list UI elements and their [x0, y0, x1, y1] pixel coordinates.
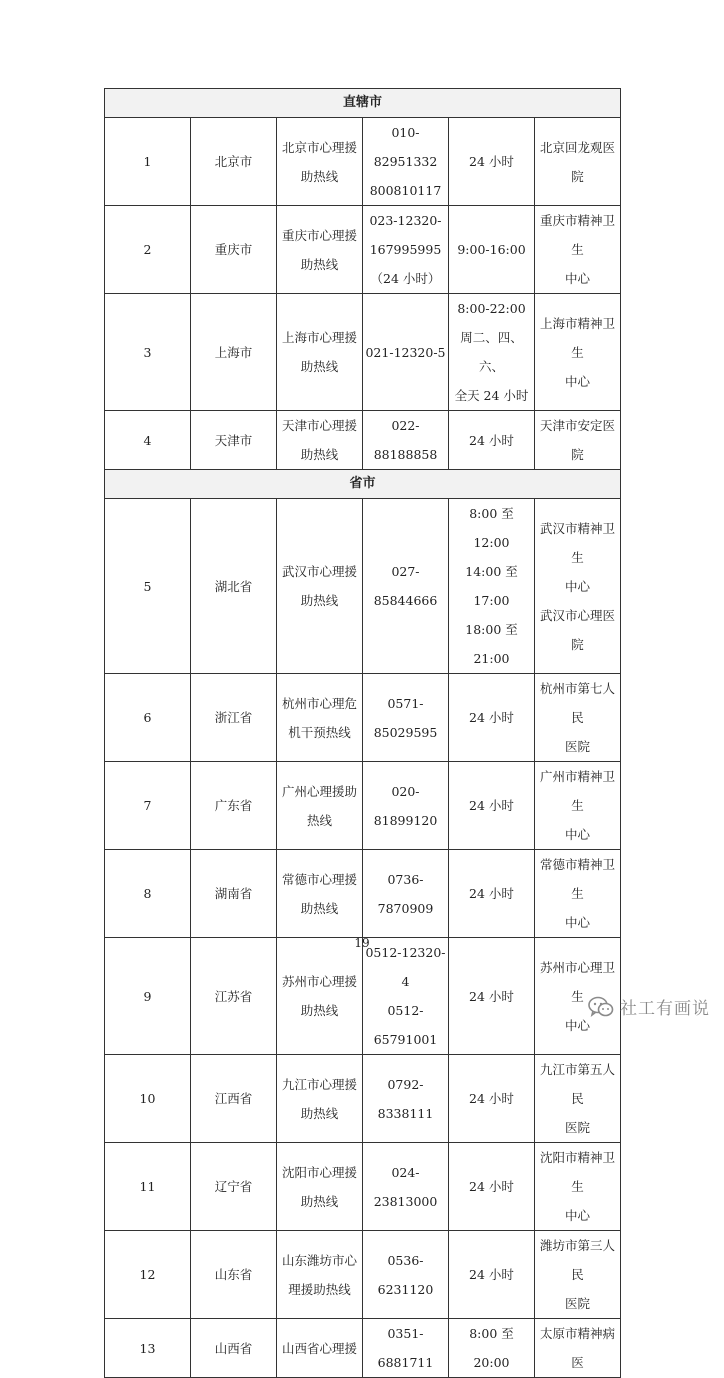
cell-line: 24 小时	[469, 710, 514, 725]
table-row	[105, 674, 621, 762]
phone-cell	[363, 938, 449, 1055]
cell-line: 9:00-16:00	[457, 242, 526, 257]
cell-line: 杭州市心理危	[281, 695, 357, 711]
cell-line: 医院	[564, 739, 590, 754]
cell-line: 助热线	[300, 359, 339, 374]
cell-line: 800810117	[369, 183, 442, 198]
hospital-cell	[535, 762, 621, 850]
hours-cell	[449, 294, 535, 411]
table-row	[105, 850, 621, 938]
cell-line: 023-12320-167995995	[369, 213, 442, 257]
phone-cell	[363, 499, 449, 674]
cell-line: 理援助热线	[288, 1281, 351, 1297]
cell-line: 24 小时	[469, 1091, 514, 1106]
cell-line: 中心	[564, 915, 590, 930]
cell-line: 九江市心理援	[281, 1076, 357, 1092]
table-row	[105, 1231, 621, 1319]
cell-line: 热线	[306, 812, 332, 828]
cell-line: 24 小时	[469, 798, 514, 813]
region-cell: 重庆市	[191, 206, 277, 294]
cell-line: 助热线	[300, 900, 339, 916]
cell-line: 全天 24 小时	[454, 388, 529, 403]
row-number: 5	[105, 499, 191, 674]
table-row	[105, 118, 621, 206]
cell-line: 24 小时	[469, 432, 514, 448]
cell-line: 沈阳市精神卫生	[539, 1150, 615, 1194]
cell-line: 广州市精神卫生	[539, 769, 615, 813]
row-number: 1	[105, 118, 191, 206]
phone-cell	[363, 294, 449, 411]
watermark	[588, 994, 710, 1019]
table-row	[105, 411, 621, 470]
hours-cell	[449, 850, 535, 938]
hospital-cell	[535, 1143, 621, 1231]
region-cell: 江西省	[191, 1055, 277, 1143]
region-cell: 北京市	[191, 118, 277, 206]
cell-line: 0512-65791001	[373, 1003, 438, 1047]
hours-cell	[449, 762, 535, 850]
hospital-cell	[535, 1055, 621, 1143]
cell-line: 中心	[564, 1017, 590, 1033]
cell-line: 0536-6231120	[377, 1252, 434, 1297]
cell-line: 010-82951332	[373, 125, 438, 169]
cell-line: 24 小时	[469, 154, 514, 169]
cell-line: 中心	[564, 1208, 590, 1223]
cell-line: 机干预热线	[288, 724, 351, 740]
region-cell: 辽宁省	[191, 1143, 277, 1231]
section-header-row	[105, 89, 621, 118]
table-row	[105, 1055, 621, 1143]
hospital-cell	[535, 118, 621, 206]
hotline-name-cell	[277, 1143, 363, 1231]
cell-line: 广州心理援助	[281, 783, 357, 799]
table-row	[105, 499, 621, 674]
row-number: 10	[105, 1055, 191, 1143]
row-number: 9	[105, 938, 191, 1055]
row-number: 11	[105, 1143, 191, 1231]
hospital-cell	[535, 850, 621, 938]
row-number: 3	[105, 294, 191, 411]
cell-line: 太原市精神病医	[539, 1326, 615, 1370]
cell-line: 常德市精神卫生	[539, 857, 615, 901]
cell-line: 24 小时	[469, 886, 514, 901]
cell-line: 020-81899120	[373, 783, 438, 828]
cell-line: 中心	[564, 827, 590, 842]
cell-line: 0736-7870909	[377, 871, 434, 916]
cell-line: 沈阳市心理援	[281, 1164, 357, 1180]
region-cell: 广东省	[191, 762, 277, 850]
region-cell: 山东省	[191, 1231, 277, 1319]
cell-line: 九江市第五人民	[539, 1062, 615, 1106]
hotline-name-cell	[277, 499, 363, 674]
row-number: 13	[105, 1319, 191, 1378]
hotline-name-cell	[277, 938, 363, 1055]
cell-line: 0792-8338111	[377, 1076, 434, 1121]
cell-line: 24 小时	[469, 1267, 514, 1282]
row-number: 2	[105, 206, 191, 294]
cell-line: 天津市安定医院	[539, 418, 615, 462]
row-number: 8	[105, 850, 191, 938]
cell-line: 24 小时	[469, 1179, 514, 1194]
cell-line: 武汉市精神卫生	[539, 520, 615, 565]
cell-line: 助热线	[300, 1105, 339, 1121]
cell-line: 中心	[564, 373, 590, 389]
hours-cell	[449, 1319, 535, 1378]
hotline-name-cell	[277, 674, 363, 762]
cell-line: 8:00-22:00	[457, 301, 526, 316]
table-row	[105, 762, 621, 850]
cell-line: 0351-6881711	[377, 1326, 434, 1370]
hotline-name-cell	[277, 206, 363, 294]
cell-line: 上海市精神卫生	[539, 315, 615, 360]
hours-cell	[449, 938, 535, 1055]
cell-line: 北京回龙观医院	[539, 139, 615, 184]
hospital-cell	[535, 206, 621, 294]
hospital-cell	[535, 411, 621, 470]
hospital-cell	[535, 499, 621, 674]
cell-line: （24 小时）	[370, 271, 441, 286]
cell-line: 北京市心理援	[281, 139, 357, 155]
hotline-name-cell	[277, 1319, 363, 1378]
hotline-name-cell	[277, 1231, 363, 1319]
cell-line: 24 小时	[469, 988, 514, 1004]
hotline-name-cell	[277, 294, 363, 411]
cell-line: 8:00 至 12:00	[469, 506, 514, 550]
cell-line: 重庆市心理援	[281, 227, 357, 243]
row-number: 7	[105, 762, 191, 850]
cell-line: 14:00 至 17:00	[465, 564, 518, 608]
cell-line: 中心	[564, 578, 590, 594]
phone-cell	[363, 1231, 449, 1319]
phone-cell	[363, 674, 449, 762]
phone-cell	[363, 411, 449, 470]
hours-cell	[449, 118, 535, 206]
table-row	[105, 1143, 621, 1231]
hours-cell	[449, 1231, 535, 1319]
cell-line: 助热线	[300, 1193, 339, 1209]
cell-line: 山东潍坊市心	[281, 1252, 357, 1268]
phone-cell	[363, 118, 449, 206]
cell-line: 周二、四、六、	[460, 330, 523, 374]
region-cell: 山西省	[191, 1319, 277, 1378]
hotline-name-cell	[277, 1055, 363, 1143]
region-cell: 上海市	[191, 294, 277, 411]
hotline-name-cell	[277, 118, 363, 206]
cell-line: 027-85844666	[373, 564, 438, 608]
hospital-cell	[535, 674, 621, 762]
section-title: 直辖市	[105, 89, 621, 118]
cell-line: 中心	[564, 271, 590, 286]
wechat-icon	[588, 996, 614, 1018]
cell-line: 武汉市心理医院	[539, 607, 615, 652]
phone-cell	[363, 1055, 449, 1143]
cell-line: 助热线	[300, 1003, 339, 1018]
cell-line: 常德市心理援	[281, 871, 357, 887]
region-cell: 浙江省	[191, 674, 277, 762]
phone-cell	[363, 850, 449, 938]
cell-line: 杭州市第七人民	[539, 681, 615, 725]
watermark-text: 社工有画说	[620, 999, 710, 1019]
row-number: 4	[105, 411, 191, 470]
cell-line: 潍坊市第三人民	[539, 1238, 615, 1282]
cell-line: 0512-12320-4	[365, 945, 446, 989]
hospital-cell	[535, 294, 621, 411]
hospital-cell	[535, 1319, 621, 1378]
cell-line: 苏州市心理卫生	[539, 959, 615, 1004]
hotline-name-cell	[277, 850, 363, 938]
cell-line: 上海市心理援	[281, 330, 357, 345]
cell-line: 助热线	[300, 168, 339, 184]
cell-line: 0571-85029595	[373, 695, 438, 740]
table-row	[105, 294, 621, 411]
row-number: 6	[105, 674, 191, 762]
table-row	[105, 206, 621, 294]
phone-cell	[363, 206, 449, 294]
cell-line: 武汉市心理援	[281, 564, 357, 579]
table-row	[105, 1319, 621, 1378]
region-cell: 天津市	[191, 411, 277, 470]
cell-line: 山西省心理援	[281, 1340, 357, 1356]
cell-line: 天津市心理援	[281, 418, 357, 433]
section-title: 省市	[105, 470, 621, 499]
hotline-name-cell	[277, 762, 363, 850]
cell-line: 苏州市心理援	[281, 974, 357, 989]
hours-cell	[449, 206, 535, 294]
cell-line: 8:00 至 20:00	[469, 1326, 514, 1370]
hours-cell	[449, 1143, 535, 1231]
cell-line: 18:00 至 21:00	[465, 622, 518, 666]
hospital-cell	[535, 1231, 621, 1319]
phone-cell	[363, 1319, 449, 1378]
row-number: 12	[105, 1231, 191, 1319]
hotline-table	[104, 88, 621, 1378]
table-row	[105, 938, 621, 1055]
region-cell: 湖南省	[191, 850, 277, 938]
cell-line: 助热线	[300, 593, 339, 608]
cell-line: 医院	[564, 1296, 590, 1311]
cell-line: 024-23813000	[373, 1164, 438, 1209]
cell-line: 助热线	[300, 447, 339, 462]
section-header-row	[105, 470, 621, 499]
hours-cell	[449, 411, 535, 470]
hours-cell	[449, 1055, 535, 1143]
hotline-name-cell	[277, 411, 363, 470]
region-cell: 湖北省	[191, 499, 277, 674]
cell-line: 022-88188858	[373, 418, 438, 462]
page-number: 19	[354, 936, 370, 950]
phone-cell	[363, 1143, 449, 1231]
cell-line: 医院	[564, 1120, 590, 1135]
cell-line: 重庆市精神卫生	[539, 213, 615, 257]
hours-cell	[449, 499, 535, 674]
region-cell: 江苏省	[191, 938, 277, 1055]
hours-cell	[449, 674, 535, 762]
cell-line: 助热线	[300, 256, 339, 272]
phone-cell	[363, 762, 449, 850]
cell-line: 021-12320-5	[365, 344, 446, 360]
